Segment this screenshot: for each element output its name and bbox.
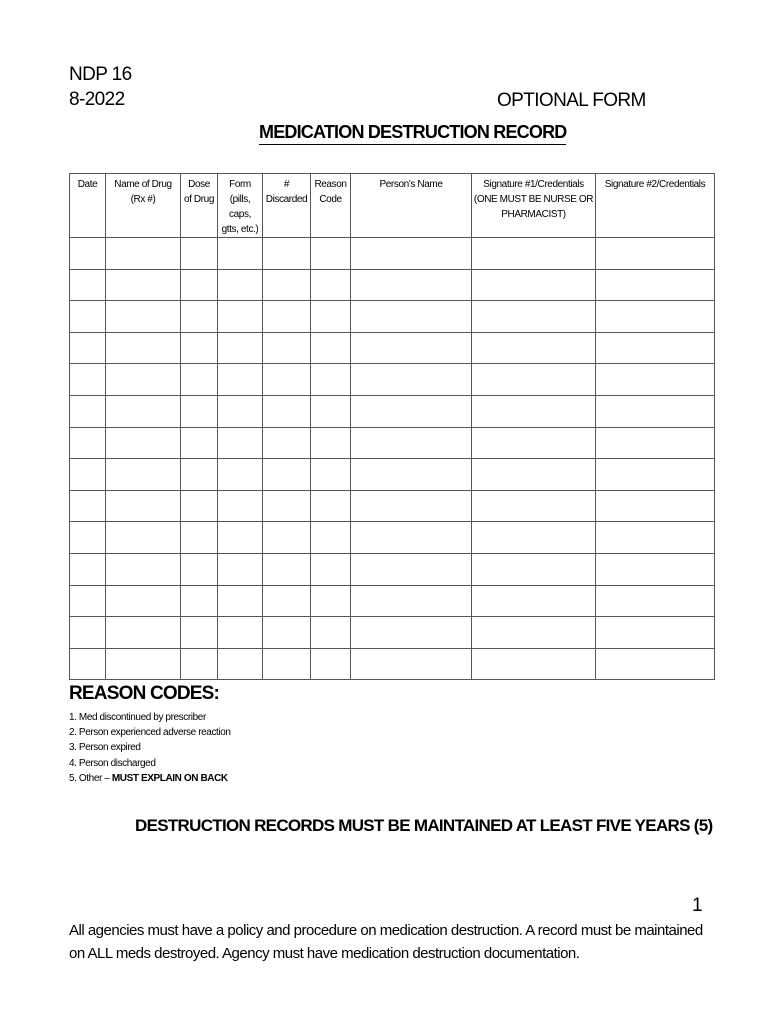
table-cell[interactable] — [263, 364, 311, 396]
table-cell[interactable] — [472, 301, 596, 333]
table-cell[interactable] — [181, 553, 218, 585]
policy-statement: All agencies must have a policy and procedure on medication destruction. A record must be maintained on ALL meds destroyed. Agency must have medication destruction documentation. — [69, 922, 703, 962]
table-row — [70, 459, 715, 491]
table-row — [70, 522, 715, 554]
reason-code-item: 1. Med discontinued by prescriber — [69, 712, 206, 723]
table-cell[interactable] — [311, 395, 351, 427]
table-cell[interactable] — [472, 490, 596, 522]
column-header-signature-1: Signature #1/Credentials (ONE MUST BE NURSE OR PHARMACIST) — [472, 174, 596, 238]
table-cell[interactable] — [181, 269, 218, 301]
table-cell[interactable] — [106, 648, 181, 680]
table-cell[interactable] — [106, 332, 181, 364]
page-title: MEDICATION DESTRUCTION RECORD — [259, 122, 566, 145]
table-cell[interactable] — [218, 395, 263, 427]
table-cell[interactable] — [70, 364, 106, 396]
table-cell[interactable] — [596, 617, 715, 649]
table-cell[interactable] — [351, 617, 472, 649]
table-cell[interactable] — [181, 332, 218, 364]
table-cell[interactable] — [106, 522, 181, 554]
table-cell[interactable] — [351, 395, 472, 427]
table-cell[interactable] — [311, 332, 351, 364]
table-cell[interactable] — [311, 490, 351, 522]
table-cell[interactable] — [311, 459, 351, 491]
column-header-person-name: Person’s Name — [351, 174, 472, 238]
table-cell[interactable] — [106, 585, 181, 617]
table-cell[interactable] — [181, 585, 218, 617]
table-cell[interactable] — [218, 522, 263, 554]
table-cell[interactable] — [596, 522, 715, 554]
table-cell[interactable] — [70, 332, 106, 364]
table-cell[interactable] — [70, 395, 106, 427]
record-rows — [70, 238, 715, 680]
table-cell[interactable] — [472, 269, 596, 301]
table-cell[interactable] — [472, 617, 596, 649]
table-cell[interactable] — [106, 553, 181, 585]
table-cell[interactable] — [351, 490, 472, 522]
table-row — [70, 238, 715, 270]
table-cell[interactable] — [311, 585, 351, 617]
table-cell[interactable] — [106, 459, 181, 491]
table-cell[interactable] — [106, 364, 181, 396]
reason-codes-list — [69, 710, 231, 786]
table-cell[interactable] — [263, 269, 311, 301]
table-cell[interactable] — [311, 238, 351, 270]
table-cell[interactable] — [311, 301, 351, 333]
table-cell[interactable] — [311, 364, 351, 396]
table-cell[interactable] — [181, 238, 218, 270]
table-cell[interactable] — [263, 332, 311, 364]
table-cell[interactable] — [472, 522, 596, 554]
table-cell[interactable] — [596, 269, 715, 301]
table-row — [70, 364, 715, 396]
table-cell[interactable] — [263, 459, 311, 491]
table-cell[interactable] — [351, 585, 472, 617]
table-cell[interactable] — [181, 459, 218, 491]
table-cell[interactable] — [70, 427, 106, 459]
table-cell[interactable] — [70, 269, 106, 301]
table-cell[interactable] — [263, 553, 311, 585]
table-cell[interactable] — [70, 490, 106, 522]
table-cell[interactable] — [70, 238, 106, 270]
table-cell[interactable] — [181, 427, 218, 459]
table-cell[interactable] — [263, 427, 311, 459]
table-cell[interactable] — [472, 395, 596, 427]
table-cell[interactable] — [472, 648, 596, 680]
table-cell[interactable] — [218, 617, 263, 649]
table-cell[interactable] — [596, 427, 715, 459]
table-cell[interactable] — [596, 364, 715, 396]
table-cell[interactable] — [311, 269, 351, 301]
table-cell[interactable] — [263, 238, 311, 270]
table-cell[interactable] — [263, 617, 311, 649]
table-cell[interactable] — [218, 332, 263, 364]
table-cell[interactable] — [106, 301, 181, 333]
page-number: 1 — [692, 895, 703, 916]
table-cell[interactable] — [263, 395, 311, 427]
table-cell[interactable] — [70, 459, 106, 491]
table-cell[interactable] — [596, 585, 715, 617]
table-cell[interactable] — [311, 617, 351, 649]
reason-code-other-label: 5. Other – — [69, 772, 112, 784]
table-cell[interactable] — [472, 459, 596, 491]
table-row — [70, 617, 715, 649]
table-cell[interactable] — [218, 490, 263, 522]
table-row — [70, 427, 715, 459]
reason-code-item: 3. Person expired — [69, 742, 141, 754]
table-cell[interactable] — [351, 553, 472, 585]
table-cell[interactable] — [181, 617, 218, 649]
table-cell[interactable] — [472, 364, 596, 396]
table-row — [70, 395, 715, 427]
table-cell[interactable] — [596, 490, 715, 522]
table-cell[interactable] — [596, 238, 715, 270]
table-cell[interactable] — [218, 301, 263, 333]
table-row — [70, 332, 715, 364]
table-cell[interactable] — [106, 269, 181, 301]
table-cell[interactable] — [472, 427, 596, 459]
table-cell[interactable] — [181, 648, 218, 680]
table-row — [70, 648, 715, 680]
table-cell[interactable] — [351, 459, 472, 491]
table-cell[interactable] — [106, 490, 181, 522]
table-cell[interactable] — [218, 238, 263, 270]
table-cell[interactable] — [218, 364, 263, 396]
table-row — [70, 553, 715, 585]
table-cell[interactable] — [181, 490, 218, 522]
table-cell[interactable] — [263, 585, 311, 617]
table-cell[interactable] — [218, 553, 263, 585]
form-date: 8-2022 — [69, 89, 125, 110]
table-cell[interactable] — [218, 427, 263, 459]
table-cell[interactable] — [218, 585, 263, 617]
table-cell[interactable] — [106, 427, 181, 459]
table-cell[interactable] — [311, 427, 351, 459]
table-cell[interactable] — [311, 648, 351, 680]
table-cell[interactable] — [472, 585, 596, 617]
destruction-record-table — [69, 173, 715, 680]
reason-codes-heading: REASON CODES: — [69, 683, 220, 704]
form-number: NDP 16 — [69, 64, 132, 85]
table-cell[interactable] — [70, 585, 106, 617]
table-cell[interactable] — [351, 269, 472, 301]
table-cell[interactable] — [70, 301, 106, 333]
column-header-reason-code: Reason Code — [311, 174, 351, 238]
table-cell[interactable] — [106, 238, 181, 270]
table-row — [70, 301, 715, 333]
table-cell[interactable] — [472, 332, 596, 364]
table-cell[interactable] — [181, 522, 218, 554]
table-cell[interactable] — [351, 427, 472, 459]
table-cell[interactable] — [263, 301, 311, 333]
table-row — [70, 490, 715, 522]
table-cell[interactable] — [351, 301, 472, 333]
table-cell[interactable] — [351, 238, 472, 270]
table-cell[interactable] — [351, 648, 472, 680]
table-cell[interactable] — [596, 553, 715, 585]
table-cell[interactable] — [311, 522, 351, 554]
table-cell[interactable] — [596, 301, 715, 333]
column-header-dose: Dose of Drug — [181, 174, 218, 238]
table-cell[interactable] — [596, 459, 715, 491]
table-header-row — [70, 174, 715, 238]
table-cell[interactable] — [311, 553, 351, 585]
table-cell[interactable] — [106, 617, 181, 649]
reason-code-other-emphasis: MUST EXPLAIN ON BACK — [111, 772, 228, 784]
optional-form-label: OPTIONAL FORM — [497, 90, 646, 111]
table-row — [70, 269, 715, 301]
table-cell[interactable] — [263, 522, 311, 554]
table-cell[interactable] — [218, 648, 263, 680]
table-cell[interactable] — [472, 238, 596, 270]
table-cell[interactable] — [263, 490, 311, 522]
table-cell[interactable] — [351, 332, 472, 364]
table-cell[interactable] — [472, 553, 596, 585]
reason-code-item: 2. Person experienced adverse reaction — [69, 727, 231, 739]
reason-code-item — [69, 771, 231, 786]
reason-code-item: 4. Person discharged — [69, 757, 156, 769]
column-header-drug-name: Name of Drug (Rx #) — [106, 174, 181, 238]
table-cell[interactable] — [70, 617, 106, 649]
column-header-date: Date — [70, 174, 106, 238]
table-cell[interactable] — [181, 301, 218, 333]
table-cell[interactable] — [218, 269, 263, 301]
table-cell[interactable] — [181, 395, 218, 427]
column-header-discarded: # Discarded — [263, 174, 311, 238]
table-cell[interactable] — [596, 395, 715, 427]
table-cell[interactable] — [596, 332, 715, 364]
form-identifier — [69, 62, 132, 112]
table-cell[interactable] — [181, 364, 218, 396]
table-cell[interactable] — [218, 459, 263, 491]
table-cell[interactable] — [70, 522, 106, 554]
table-cell[interactable] — [596, 648, 715, 680]
table-cell[interactable] — [70, 648, 106, 680]
column-header-form: Form (pills, caps, gtts, etc.) — [218, 174, 263, 238]
table-row — [70, 585, 715, 617]
retention-notice: DESTRUCTION RECORDS MUST BE MAINTAINED AT LEAST FIVE YEARS (5) — [135, 816, 713, 835]
table-cell[interactable] — [351, 522, 472, 554]
table-cell[interactable] — [106, 395, 181, 427]
column-header-signature-2: Signature #2/Credentials — [596, 174, 715, 238]
table-cell[interactable] — [263, 648, 311, 680]
table-cell[interactable] — [351, 364, 472, 396]
table-cell[interactable] — [70, 553, 106, 585]
